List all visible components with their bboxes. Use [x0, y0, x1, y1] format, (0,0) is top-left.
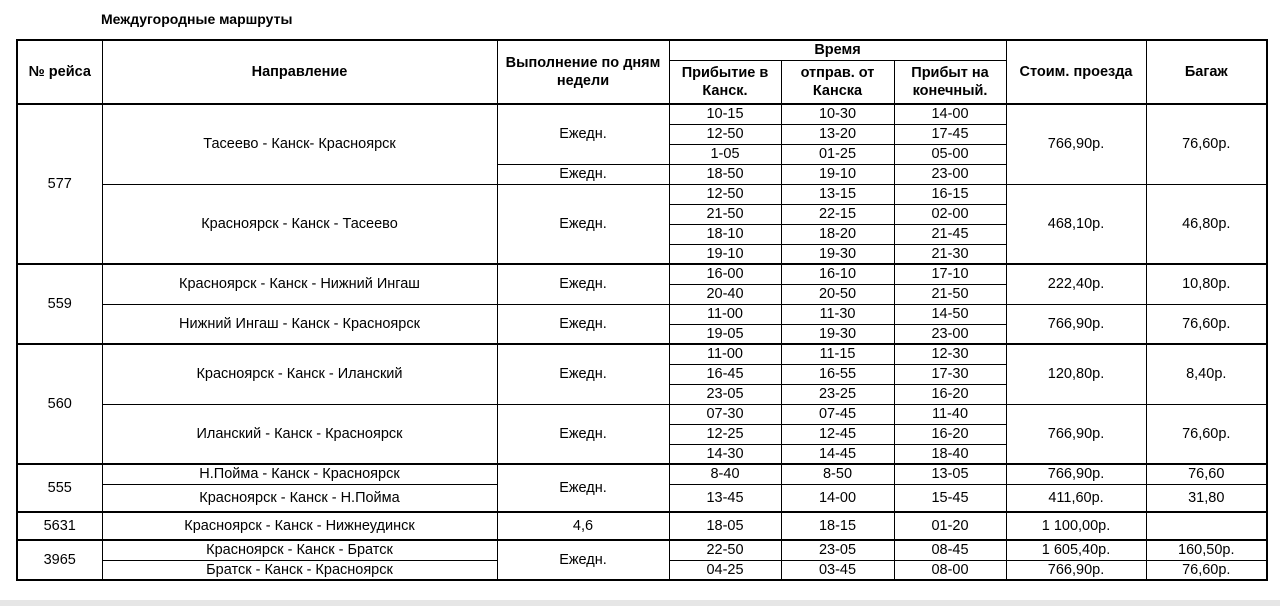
arrival-time: 11-00	[669, 304, 781, 324]
table-row	[17, 540, 1267, 560]
depart-time: 11-15	[781, 344, 894, 364]
route-baggage: 160,50р.	[1146, 540, 1267, 560]
flight-number: 559	[17, 264, 102, 344]
depart-time: 11-30	[781, 304, 894, 324]
route-price: 222,40р.	[1006, 264, 1146, 304]
final-time: 17-10	[894, 264, 1006, 284]
route-price: 468,10р.	[1006, 184, 1146, 264]
arrival-time: 16-45	[669, 364, 781, 384]
flight-number: 3965	[17, 540, 102, 580]
route-days: Ежедн.	[497, 464, 669, 512]
arrival-time: 22-50	[669, 540, 781, 560]
final-time: 13-05	[894, 464, 1006, 484]
flight-number: 5631	[17, 512, 102, 540]
final-time: 16-20	[894, 384, 1006, 404]
route-baggage: 46,80р.	[1146, 184, 1267, 264]
header-arrival-kansk: Прибытие в Канск.	[669, 60, 781, 104]
route-baggage: 76,60р.	[1146, 104, 1267, 184]
arrival-time: 19-10	[669, 244, 781, 264]
final-time: 17-30	[894, 364, 1006, 384]
arrival-time: 18-10	[669, 224, 781, 244]
table-row	[17, 304, 1267, 324]
final-time: 08-00	[894, 560, 1006, 580]
route-baggage: 8,40р.	[1146, 344, 1267, 404]
route-baggage	[1146, 512, 1267, 540]
arrival-time: 07-30	[669, 404, 781, 424]
route-direction: Тасеево - Канск- Красноярск	[102, 104, 497, 184]
depart-time: 8-50	[781, 464, 894, 484]
depart-time: 01-25	[781, 144, 894, 164]
route-days: Ежедн.	[497, 184, 669, 264]
depart-time: 20-50	[781, 284, 894, 304]
flight-number: 577	[17, 104, 102, 264]
arrival-time: 8-40	[669, 464, 781, 484]
arrival-time: 18-05	[669, 512, 781, 540]
header-arrival-final: Прибыт на конечный.	[894, 60, 1006, 104]
depart-time: 18-20	[781, 224, 894, 244]
bottom-divider	[0, 600, 1280, 606]
final-time: 08-45	[894, 540, 1006, 560]
arrival-time: 13-45	[669, 484, 781, 512]
route-direction: Красноярск - Канск - Братск	[102, 540, 497, 560]
route-price: 1 100,00р.	[1006, 512, 1146, 540]
arrival-time: 12-25	[669, 424, 781, 444]
route-price: 766,90р.	[1006, 560, 1146, 580]
route-direction: Красноярск - Канск - Н.Пойма	[102, 484, 497, 512]
depart-time: 16-55	[781, 364, 894, 384]
final-time: 18-40	[894, 444, 1006, 464]
depart-time: 10-30	[781, 104, 894, 124]
route-price: 766,90р.	[1006, 304, 1146, 344]
final-time: 16-15	[894, 184, 1006, 204]
arrival-time: 12-50	[669, 124, 781, 144]
route-days: Ежедн.	[497, 344, 669, 404]
final-time: 21-30	[894, 244, 1006, 264]
depart-time: 22-15	[781, 204, 894, 224]
route-baggage: 76,60р.	[1146, 560, 1267, 580]
table-row	[17, 464, 1267, 484]
depart-time: 18-15	[781, 512, 894, 540]
route-days: Ежедн.	[497, 304, 669, 344]
table-row	[17, 344, 1267, 364]
arrival-time: 23-05	[669, 384, 781, 404]
arrival-time: 16-00	[669, 264, 781, 284]
route-days: Ежедн.	[497, 104, 669, 164]
depart-time: 07-45	[781, 404, 894, 424]
flight-number: 560	[17, 344, 102, 464]
route-baggage: 76,60р.	[1146, 304, 1267, 344]
header-days: Выполнение по дням недели	[497, 40, 669, 104]
route-direction: Нижний Ингаш - Канск - Красноярск	[102, 304, 497, 344]
arrival-time: 21-50	[669, 204, 781, 224]
route-price: 766,90р.	[1006, 404, 1146, 464]
table-row	[17, 264, 1267, 284]
arrival-time: 11-00	[669, 344, 781, 364]
final-time: 02-00	[894, 204, 1006, 224]
page-title: Междугородные маршруты	[101, 11, 293, 27]
arrival-time: 19-05	[669, 324, 781, 344]
header-price: Стоим. проезда	[1006, 40, 1146, 104]
route-price: 411,60р.	[1006, 484, 1146, 512]
final-time: 21-45	[894, 224, 1006, 244]
depart-time: 14-45	[781, 444, 894, 464]
route-direction: Красноярск - Канск - Иланский	[102, 344, 497, 404]
table-row	[17, 404, 1267, 424]
flight-number: 555	[17, 464, 102, 512]
arrival-time: 20-40	[669, 284, 781, 304]
header-time: Время	[669, 40, 1006, 60]
route-direction: Красноярск - Канск - Тасеево	[102, 184, 497, 264]
route-direction: Н.Пойма - Канск - Красноярск	[102, 464, 497, 484]
depart-time: 19-30	[781, 324, 894, 344]
final-time: 15-45	[894, 484, 1006, 512]
route-direction: Красноярск - Канск - Нижний Ингаш	[102, 264, 497, 304]
final-time: 23-00	[894, 164, 1006, 184]
final-time: 12-30	[894, 344, 1006, 364]
route-price: 766,90р.	[1006, 104, 1146, 184]
route-price: 120,80р.	[1006, 344, 1146, 404]
final-time: 05-00	[894, 144, 1006, 164]
depart-time: 14-00	[781, 484, 894, 512]
arrival-time: 04-25	[669, 560, 781, 580]
route-price: 1 605,40р.	[1006, 540, 1146, 560]
route-baggage: 31,80	[1146, 484, 1267, 512]
depart-time: 13-15	[781, 184, 894, 204]
depart-time: 23-25	[781, 384, 894, 404]
route-days: Ежедн.	[497, 264, 669, 304]
route-days: Ежедн.	[497, 404, 669, 464]
header-depart-kansk: отправ. от Канска	[781, 60, 894, 104]
depart-time: 19-10	[781, 164, 894, 184]
table-row	[17, 104, 1267, 124]
final-time: 11-40	[894, 404, 1006, 424]
route-days: Ежедн.	[497, 540, 669, 580]
route-direction: Братск - Канск - Красноярск	[102, 560, 497, 580]
arrival-time: 18-50	[669, 164, 781, 184]
final-time: 17-45	[894, 124, 1006, 144]
final-time: 21-50	[894, 284, 1006, 304]
arrival-time: 1-05	[669, 144, 781, 164]
route-days: 4,6	[497, 512, 669, 540]
arrival-time: 10-15	[669, 104, 781, 124]
route-direction: Красноярск - Канск - Нижнеудинск	[102, 512, 497, 540]
header-flight: № рейса	[17, 40, 102, 104]
final-time: 01-20	[894, 512, 1006, 540]
depart-time: 03-45	[781, 560, 894, 580]
route-price: 766,90р.	[1006, 464, 1146, 484]
route-days: Ежедн.	[497, 164, 669, 184]
route-baggage: 10,80р.	[1146, 264, 1267, 304]
arrival-time: 14-30	[669, 444, 781, 464]
depart-time: 12-45	[781, 424, 894, 444]
final-time: 23-00	[894, 324, 1006, 344]
final-time: 14-50	[894, 304, 1006, 324]
table-row	[17, 184, 1267, 204]
depart-time: 19-30	[781, 244, 894, 264]
arrival-time: 12-50	[669, 184, 781, 204]
route-direction: Иланский - Канск - Красноярск	[102, 404, 497, 464]
header-baggage: Багаж	[1146, 40, 1267, 104]
table-row	[17, 512, 1267, 540]
final-time: 14-00	[894, 104, 1006, 124]
route-baggage: 76,60	[1146, 464, 1267, 484]
depart-time: 13-20	[781, 124, 894, 144]
final-time: 16-20	[894, 424, 1006, 444]
header-direction: Направление	[102, 40, 497, 104]
route-baggage: 76,60р.	[1146, 404, 1267, 464]
schedule-table	[16, 39, 1268, 581]
depart-time: 23-05	[781, 540, 894, 560]
depart-time: 16-10	[781, 264, 894, 284]
